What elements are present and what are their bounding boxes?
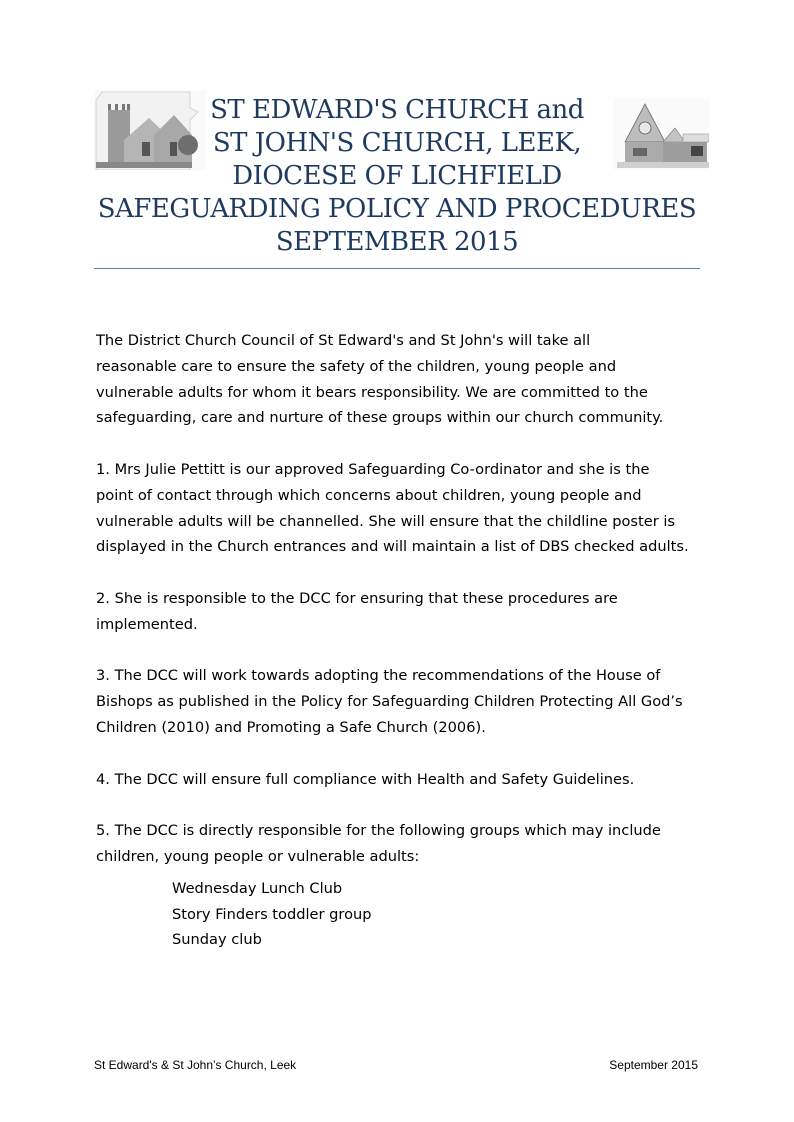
text-line: 1. Mrs Julie Pettitt is our approved Safeguarding Co-ordinator and she is the xyxy=(96,460,650,478)
group-item: Sunday club xyxy=(172,931,262,949)
footer-date: September 2015 xyxy=(609,1058,698,1072)
header-divider xyxy=(94,268,700,269)
item-5-paragraph xyxy=(96,818,706,870)
item-4-paragraph xyxy=(96,767,706,793)
text-line: vulnerable adults will be channelled. She will ensure that the childline poster is xyxy=(96,512,675,530)
document-title xyxy=(94,94,700,259)
text-line: 2. She is responsible to the DCC for ensuring that these procedures are xyxy=(96,589,618,607)
document-body xyxy=(96,328,706,953)
text-line: Bishops as published in the Policy for Safeguarding Children Protecting All God’s xyxy=(96,693,683,711)
title-line-2: ST JOHN'S CHURCH, LEEK, xyxy=(212,128,582,158)
document-header xyxy=(94,90,700,272)
text-line: Children (2010) and Promoting a Safe Church (2006). xyxy=(96,718,486,736)
group-item: Story Finders toddler group xyxy=(172,905,372,923)
intro-paragraph xyxy=(96,328,706,431)
text-line: 5. The DCC is directly responsible for the following groups which may include xyxy=(96,822,661,840)
text-line: safeguarding, care and nurture of these groups within our church community. xyxy=(96,409,664,427)
groups-list xyxy=(172,876,706,953)
text-line: children, young people or vulnerable adults: xyxy=(96,847,420,865)
text-line: vulnerable adults for whom it bears responsibility. We are committed to the xyxy=(96,383,648,401)
title-line-3: DIOCESE OF LICHFIELD xyxy=(232,161,562,191)
text-line: implemented. xyxy=(96,615,198,633)
title-line-1: ST EDWARD'S CHURCH and xyxy=(210,95,584,125)
group-item: Wednesday Lunch Club xyxy=(172,879,343,897)
item-1-paragraph xyxy=(96,457,706,560)
text-line: displayed in the Church entrances and will maintain a list of DBS checked adults. xyxy=(96,538,689,556)
text-line: 3. The DCC will work towards adopting the recommendations of the House of xyxy=(96,667,661,685)
footer-left-text: St Edward's & St John’s Church, Leek xyxy=(94,1058,297,1072)
item-3-paragraph xyxy=(96,663,706,740)
title-line-5: SEPTEMBER 2015 xyxy=(275,227,519,257)
text-line: point of contact through which concerns about children, young people and xyxy=(96,486,642,504)
item-2-paragraph xyxy=(96,586,706,638)
text-line: The District Church Council of St Edward's and St John's will take all xyxy=(96,332,591,349)
title-line-4: SAFEGUARDING POLICY AND PROCEDURES xyxy=(97,194,697,224)
page-footer xyxy=(94,1058,698,1072)
text-line: reasonable care to ensure the safety of the children, young people and xyxy=(96,357,617,375)
text-line: 4. The DCC will ensure full compliance with Health and Safety Guidelines. xyxy=(96,770,635,788)
